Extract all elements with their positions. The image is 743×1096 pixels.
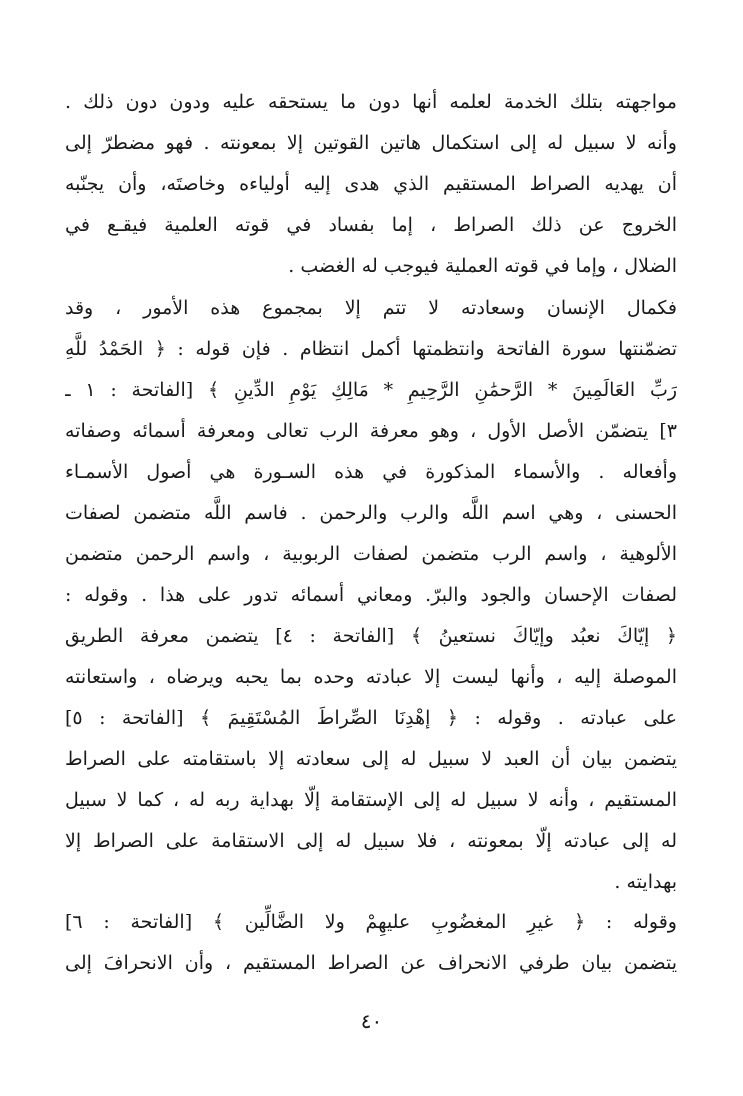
text-line: وأنه لا سبيل له إلى استكمال هاتين القوتين إلا بمعونته . فهو مضطرّ إلى: [65, 132, 677, 154]
page-number: ٤٠: [360, 1009, 383, 1033]
paragraph-1: [65, 82, 677, 287]
text-line: مواجهته بتلك الخدمة لعلمه أنها دون ما يستحقه عليه ودون دون ذلك .: [65, 91, 677, 113]
text-line: المستقيم ، وأنه لا سبيل له إلى الإستقامة إلّا بهداية ربه له ، كما لا سبيل: [65, 789, 677, 811]
text-line: تضمّنتها سورة الفاتحة وانتظمتها أكمل انتظام . فإن قوله : ﴿ الحَمْدُ للَّهِ: [65, 338, 677, 360]
text-line: وقوله : ﴿ غيرِ المغضُوبِ عليهِمْ ولا الضَّالِّين ﴾ [الفاتحة : ٦]: [65, 911, 677, 933]
text-line: يتضمن بيان طرفي الانحراف عن الصراط المستقيم ، وأن الانحرافَ إلى: [65, 952, 677, 974]
paragraph-3: [65, 902, 677, 984]
text-line: الخروج عن ذلك الصراط ، إما بفساد في قوته العلمية فيقـع في: [65, 214, 677, 236]
text-line: الموصلة إليه ، وأنها ليست إلا عبادته وحده بما يحبه ويرضاه ، واستعانته: [65, 666, 677, 688]
text-line: ﴿ إيّاكَ نعبُد وإيّاكَ نستعينُ ﴾ [الفاتحة : ٤] يتضمن معرفة الطريق: [65, 625, 677, 647]
text-line: الحسنى ، وهي اسم اللَّه والرب والرحمن . فاسم اللَّه متضمن لصفات: [65, 502, 677, 524]
text-line: له إلى عبادته إلّا بمعونته ، فلا سبيل له إلى الاستقامة على الصراط إلا: [65, 830, 677, 852]
text-line: فكمال الإنسان وسعادته لا تتم إلا بمجموع هذه الأمور ، وقد: [65, 297, 677, 319]
text-line: بهدايته .: [614, 871, 677, 893]
text-line: لصفات الإحسان والجود والبرّ. ومعاني أسمائه تدور على هذا . وقوله :: [65, 584, 677, 606]
text-line: الضلال ، وإما في قوته العملية فيوجب له الغضب .: [288, 255, 677, 277]
text-line: ٣] يتضمّن الأصل الأول ، وهو معرفة الرب تعالى ومعرفة أسمائه وصفاته: [65, 420, 677, 442]
paragraph-2: [65, 288, 677, 903]
text-line: يتضمن بيان أن العبد لا سبيل له إلى سعادته إلا باستقامته على الصراط: [65, 748, 677, 770]
text-line: أن يهديه الصراط المستقيم الذي هدى إليه أولياءه وخاصتَه، وأن يجنّبه: [65, 173, 677, 195]
text-line: على عبادته . وقوله : ﴿ إهْدِنَا الصِّراطَ المُسْتَقِيمَ ﴾ [الفاتحة : ٥]: [65, 707, 677, 729]
text-line: الألوهية ، واسم الرب متضمن لصفات الربوبية ، واسم الرحمن متضمن: [65, 543, 677, 565]
text-line: وأفعاله . والأسماء المذكورة في هذه السـورة هي أصول الأسمـاء: [65, 461, 677, 483]
text-line: رَبِّ العَالَمِينَ * الرَّحمَٰنِ الرَّحِيمِ * مَالِكِ يَوْمِ الدِّينِ ﴾ [الفاتحة : ١ ـ: [65, 379, 677, 401]
